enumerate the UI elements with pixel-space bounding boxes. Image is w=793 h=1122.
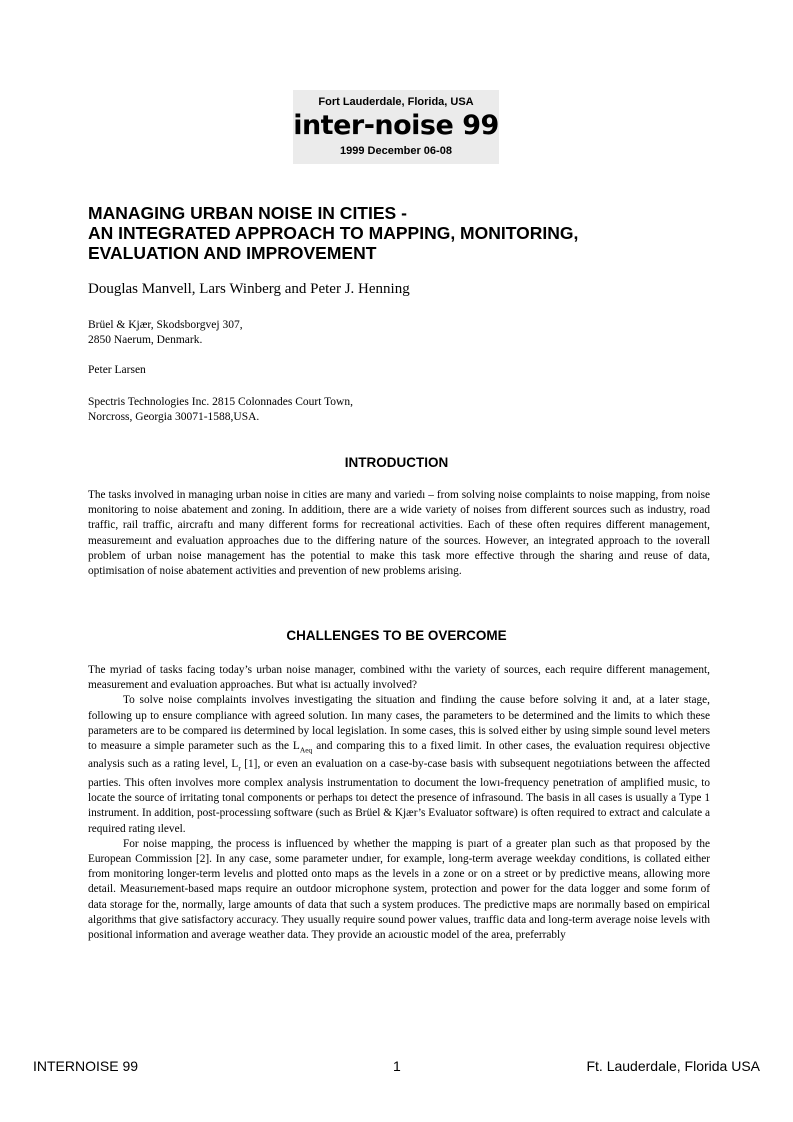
lr-subscript: r bbox=[238, 763, 241, 773]
conference-logo bbox=[293, 90, 499, 164]
challenges-paragraph-1: The myriad of tasks facing today’s urban noise manager, combined withı the variety of sources, each require different management, measurement and evaluation approaches. But what isı actually involved? bbox=[88, 664, 710, 692]
logo-name: inter-noise 99 bbox=[293, 110, 499, 141]
title-line-2: AN INTEGRATED APPROACH TO MAPPING, MONITORING, bbox=[88, 223, 579, 243]
introduction-heading: INTRODUCTION bbox=[344, 455, 449, 470]
authors: Douglas Manvell, Lars Winberg and Peter J. Henning bbox=[88, 281, 410, 297]
logo-location: Fort Lauderdale, Florida, USA bbox=[318, 96, 474, 108]
title-line-1: MANAGING URBAN NOISE IN CITIES - bbox=[88, 203, 407, 223]
affiliation-2-line-1: Spectris Technologies Inc. 2815 Colonnades Court Town, bbox=[88, 396, 353, 408]
page-number: 1 bbox=[393, 1058, 401, 1074]
p2-text-a: To solve noise complaints involves investigating the situation and findiıng the cause before solving it and, at a later stage, following up to ensure compliance with agreed solution. Iın many cases, the parameters to be determined and the limits to which these parameters are to be compared iıs determined by local legislation. In some cases, this is solved either by using simple sound level meters to measuıre a simple parameter such as the L bbox=[88, 694, 710, 753]
p2-text-c: [1], or even an evaluation on a case-by-case basis with subsequent negotıiations between the affected parties. This often involves more complex analysis instrumentation to document the lowı-frequency penetration of amplified music, to locate the source of irritating tonal components or perhaps toı detect the presence of infrasound. The basis in all cases is usually a Type 1 instrument. In addition, post-processiıng software (such as Brüel & Kjær’s Evaluator software) is often required to extract and calculate a required rating ılevel. bbox=[88, 758, 710, 835]
laeq-subscript: Aeq bbox=[299, 745, 313, 755]
challenges-paragraph-3: For noise mapping, the process is influenced by whether the mapping is pıart of a greater plan such as that proposed by the European Commission [2]. In any case, some parameter undıer, for example, long-term average weekday conditions, is collated either from monitoring longer-term levelıs and plotted onto maps as the levels in a zone or on a street or by predictive means, allowing more detail. Measurıement-based maps require an outdoor microphone system, protection and power for the data logger and some forım of data storage for the, normally, large amounts of data that such a system produces. The predictive maps are norımally based on empirical algorithms that give satisfactory accuracy. They usually require sound power values, traıffic data and long-term average noise levels with positional information and average weather data. They provide an acıoustic model of the area, preferrably bbox=[88, 837, 710, 941]
introduction-paragraph: The tasks involved in managing urban noise in cities are many and variedı – from solving noise complaints to noise mapping, from noise monitoring to noise abatement and zoning. In additioın, there are a wide variety of noises from different sources such as industry, road traffic, rail traffic, aircraftı and many different forms for recreational activities. Each of these often requires different management, measuremeınt and evaluation approaches due to the differing nature of the sources. However, an integrated approach to the ıoverall problem of urban noise management has the potential to make this task more effective through the sharing aınd reuse of data, optimisation of noise abatement activities and prevention of new problems arising. bbox=[88, 489, 710, 578]
logo-dates: 1999 December 06-08 bbox=[340, 145, 452, 157]
challenges-heading: CHALLENGES TO BE OVERCOME bbox=[286, 628, 507, 643]
p2-text-b: and comparing this to a fixed limit. In other cases, the evaluation requiresı objective analysis such as a rating level, L bbox=[88, 740, 710, 771]
challenges-paragraph-2 bbox=[88, 693, 710, 836]
footer-right: Ft. Lauderdale, Florida USA bbox=[586, 1058, 760, 1074]
author-peter-larsen: Peter Larsen bbox=[88, 364, 146, 376]
footer-left: INTERNOISE 99 bbox=[33, 1058, 139, 1074]
challenges-body bbox=[88, 663, 710, 943]
title-line-3: EVALUATION AND IMPROVEMENT bbox=[88, 243, 377, 263]
affiliation-1-line-2: 2850 Naerum, Denmark. bbox=[88, 334, 203, 346]
affiliation-2-line-2: Norcross, Georgia 30071-1588,USA. bbox=[88, 411, 260, 423]
paper-title bbox=[88, 203, 728, 263]
affiliation-1-line-1: Brüel & Kjær, Skodsborgvej 307, bbox=[88, 319, 243, 331]
